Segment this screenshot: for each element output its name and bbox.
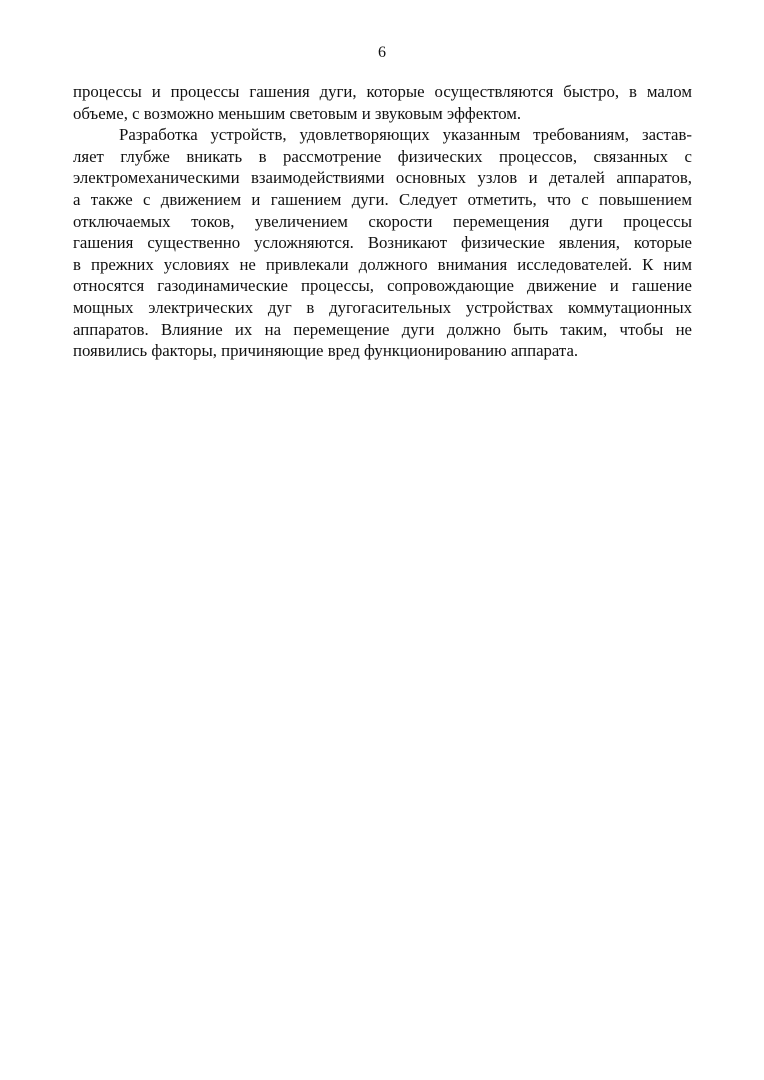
paragraph-2-line: в прежних условиях не привлекали должного внимания исследователей. К ним (73, 254, 692, 274)
paragraph-1-line: процессы и процессы гашения дуги, которые осуществляются быстро, в малом (73, 82, 692, 101)
body-text (73, 81, 692, 362)
paragraph-2-line: мощных электрических дуг в дугогасительных устройствах коммутационных (73, 297, 692, 317)
paragraph-2-line: ляет глубже вникать в рассмотрение физических процессов, связанных с (73, 146, 692, 166)
paragraph-2-line: а также с движением и гашением дуги. Следует отметить, что с повышением (73, 189, 692, 209)
paragraph-2-line: Разработка устройств, удовлетворяющих указанным требованиям, застав- (119, 125, 692, 145)
paragraph-2-line: отключаемых токов, увеличением скорости перемещения дуги процессы (73, 211, 692, 231)
paragraph-2-line: относятся газодинамические процессы, сопровождающие движение и гашение (73, 276, 692, 296)
paragraph-2-line: гашения существенно усложняются. Возникают физические явления, которые (73, 233, 692, 253)
paragraph-2-line: аппаратов. Влияние их на перемещение дуги должно быть таким, чтобы не (73, 319, 692, 339)
paragraph-2-line: электромеханическими взаимодействиями основных узлов и деталей аппаратов, (73, 168, 692, 188)
paragraph-2-line: появились факторы, причиняющие вред функционированию аппарата. (73, 341, 579, 361)
page-number: 6 (378, 44, 386, 61)
paragraph-1-line: объеме, с возможно меньшим световым и звуковым эффектом. (73, 103, 522, 123)
